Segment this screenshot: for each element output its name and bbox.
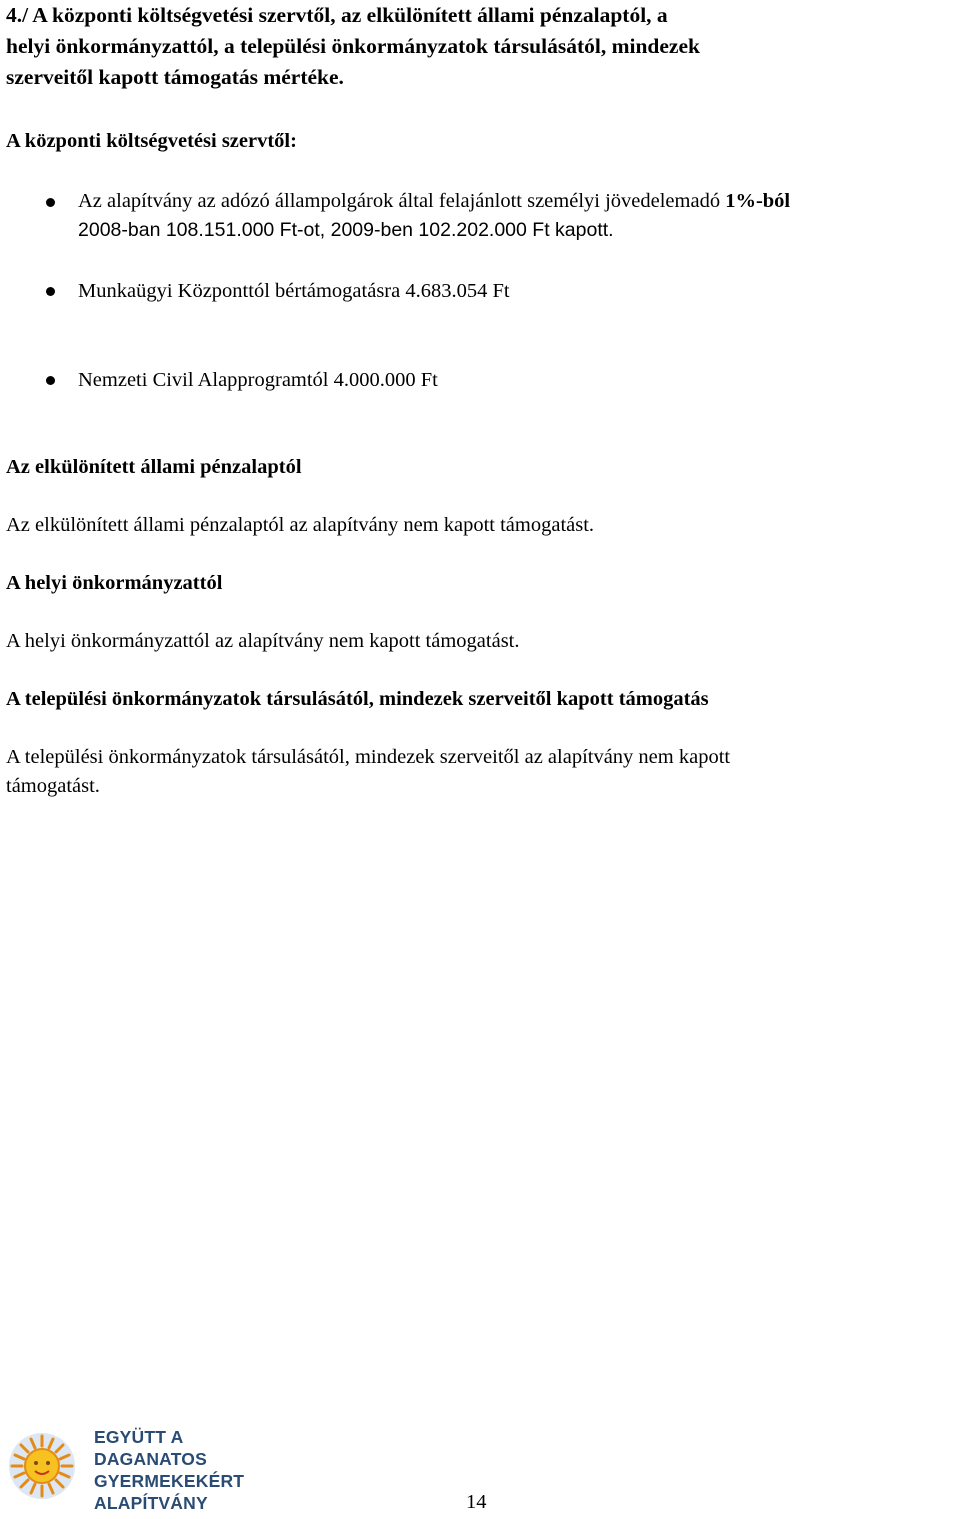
foundation-logo <box>6 1418 246 1514</box>
logo-text-line-2: DAGANATOS <box>94 1449 207 1469</box>
bullet-text <box>78 187 958 245</box>
local-subheading: A helyi önkormányzattól <box>6 572 223 594</box>
fund-subheading: Az elkülönített állami pénzalaptól <box>6 456 302 478</box>
sun-icon <box>6 1418 90 1514</box>
szja-percent: 1%-ból <box>725 190 791 212</box>
heading-line-1: 4./ A központi költségvetési szervtől, az elkülönített állami pénzalaptól, a <box>6 3 668 27</box>
page-number: 14 <box>466 1491 487 1513</box>
bullet-dot <box>46 376 55 385</box>
szja-amounts: 2008-ban 108.151.000 Ft-ot, 2009-ben 102.202.000 Ft kapott. <box>78 219 614 241</box>
bullet-dot <box>46 287 55 296</box>
heading-line-2: helyi önkormányzattól, a települési önkormányzatok társulásától, mindezek <box>6 34 700 58</box>
section-heading <box>6 0 946 93</box>
association-text <box>6 743 946 801</box>
association-text-line-1: A települési önkormányzatok társulásától, mindezek szerveitől az alapítvány nem kapott <box>6 746 731 768</box>
local-text: A helyi önkormányzattól az alapítvány nem kapott támogatást. <box>6 630 520 652</box>
logo-text-line-4: ALAPÍTVÁNY <box>94 1493 208 1513</box>
fund-text: Az elkülönített állami pénzalaptól az alapítvány nem kapott támogatást. <box>6 514 595 536</box>
association-text-line-2: támogatást. <box>6 775 100 797</box>
association-subheading: A települési önkormányzatok társulásától, mindezek szerveitől kapott támogatás <box>6 688 709 710</box>
central-subheading: A központi költségvetési szervtől: <box>6 130 297 152</box>
bullet-dot <box>46 198 55 207</box>
heading-line-3: szerveitől kapott támogatás mértéke. <box>6 65 344 89</box>
logo-text-line-3: GYERMEKEKÉRT <box>94 1471 245 1491</box>
bullet-text: Munkaügyi Központtól bértámogatásra 4.683.054 Ft <box>78 280 510 302</box>
logo-text-line-1: EGYÜTT A <box>94 1427 184 1447</box>
bullet-text: Nemzeti Civil Alapprogramtól 4.000.000 Ft <box>78 369 438 391</box>
szja-text: Az alapítvány az adózó állampolgárok által felajánlott személyi jövedelemadó <box>78 190 726 212</box>
